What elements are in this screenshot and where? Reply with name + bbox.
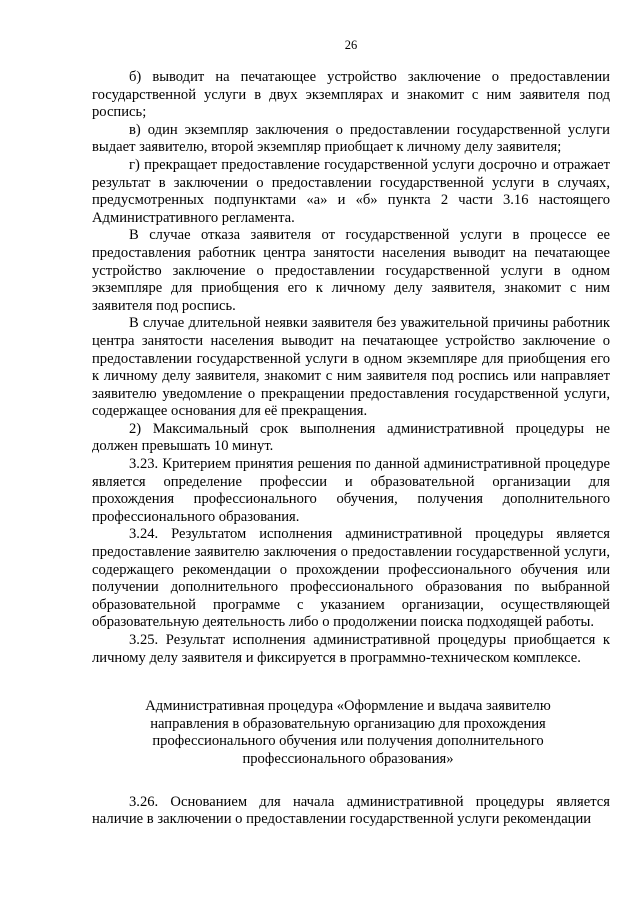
paragraph-item-b: б) выводит на печатающее устройство заключение о предоставлении государственной услуги в двух экземплярах и знакомит с ним заявителя под роспись; [92, 69, 610, 121]
paragraph-3-26: 3.26. Основанием для начала административной процедуры является наличие в заключении о предоставлении государственной услуги рекомендации [92, 793, 610, 828]
paragraph-refusal-case: В случае отказа заявителя от государственной услуги в процессе ее предоставления работник центра занятости населения выводит на печатающее устройство заключение о предоставлении государственной услуги в одном экземпляре для приобщения его к личному делу заявителя, знакомит с ним заявителя под роспись. [92, 227, 610, 314]
document-body [92, 69, 610, 829]
section-heading: Административная процедура «Оформление и выдача заявителю направления в образовательную организацию для прохождения профессионального обучения или получения дополнительного профессионального образования» [145, 698, 551, 767]
paragraph-absence-case: В случае длительной неявки заявителя без уважительной причины работник центра занятости населения выводит на печатающее устройство заключение о предоставлении государственной услуги в одном экземпляре для приобщения его к личному делу заявителя, знакомит с ним заявителя под роспись или направляет заявителю уведомление о прекращении предоставления государственной услуги, содержащее основания для её прекращения. [92, 315, 610, 420]
page-number: 26 [344, 38, 358, 52]
paragraph-3-25: 3.25. Результат исполнения административной процедуры приобщается к личному делу заявителя и фиксируется в программно-техническом комплексе. [92, 632, 610, 666]
paragraph-3-23: 3.23. Критерием принятия решения по данной административной процедуре является определение профессии и образовательной организации для прохождения профессионального обучения, получения дополнительного профессионального образования. [92, 456, 610, 525]
paragraph-3-24: 3.24. Результатом исполнения административной процедуры является предоставление заявителю заключения о предоставлении государственной услуги, содержащего рекомендации о прохождении профессионального обучения или получении дополнительного профессионального образования по выбранной образовательной программе с указанием организации, осуществляющей образовательную деятельность либо о продолжении поиска подходящей работы. [92, 526, 610, 631]
paragraph-item-v: в) один экземпляр заключения о предоставлении государственной услуги выдает заявителю, второй экземпляр приобщает к личному делу заявителя; [92, 121, 610, 156]
paragraph-item-g: г) прекращает предоставление государственной услуги досрочно и отражает результат в заключении о предоставлении государственной услуги в случаях, предусмотренных подпунктами «а» и «б» пункта 2 части 3.16 настоящего Административного регламента. [92, 156, 610, 226]
paragraph-max-duration: 2) Максимальный срок выполнения административной процедуры не должен превышать 10 минут. [92, 420, 610, 455]
